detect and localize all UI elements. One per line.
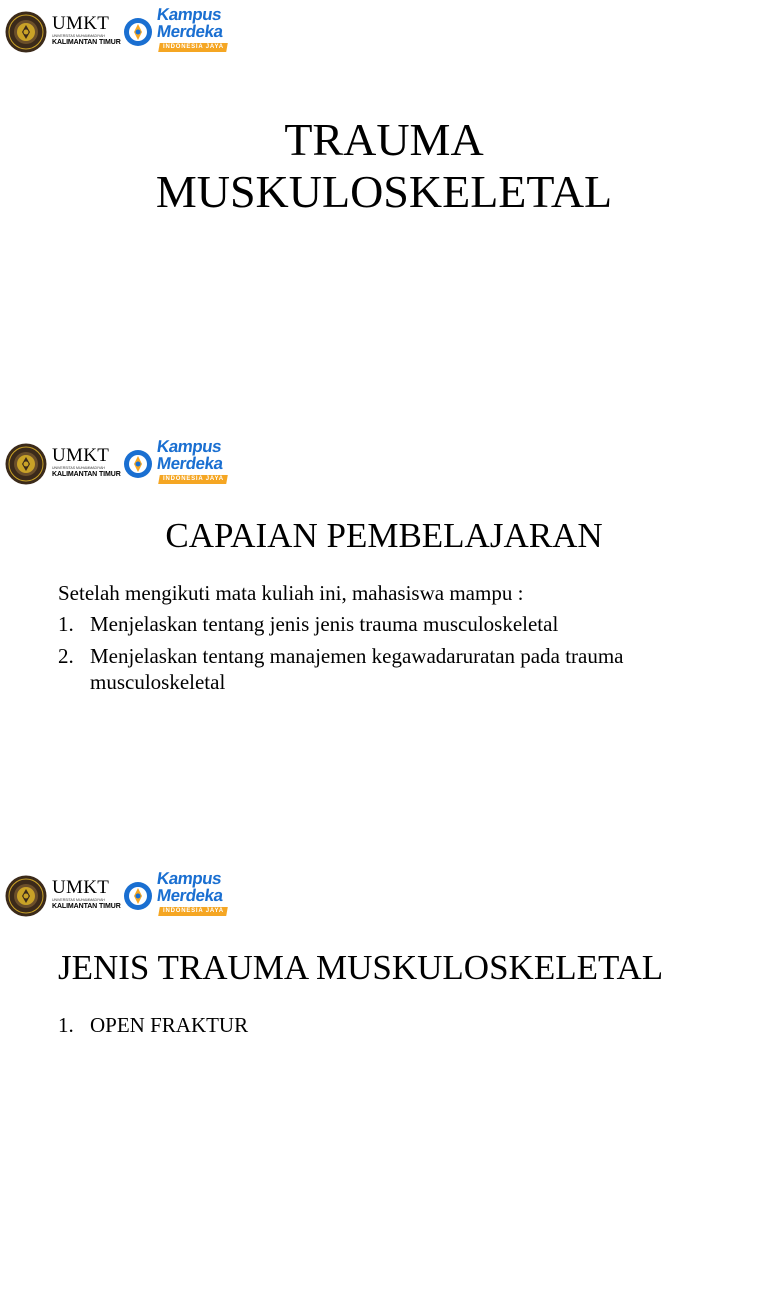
ribbon-text: INDONESIA JAYA [163,908,224,914]
list-item-text: OPEN FRAKTUR [90,1013,249,1037]
umkt-region: KALIMANTAN TIMUR [52,471,121,478]
slide-title-text [0,114,768,218]
title-line-1: TRAUMA [284,114,484,165]
umkt-region: KALIMANTAN TIMUR [52,39,121,46]
list-item [58,611,708,637]
title-line-2: MUSKULOSKELETAL [155,166,613,217]
slide-body [58,1012,248,1038]
umkt-name: UMKT [52,877,110,898]
list-number: 1. [58,612,74,636]
merdeka-text: Merdeka [155,454,224,473]
ribbon-text: INDONESIA JAYA [163,44,224,50]
umkt-name: UMKT [52,445,110,466]
umkt-seal-logo [5,875,47,917]
list-number: 1. [58,1013,74,1037]
umkt-subtitle: UNIVERSITAS MUHAMMADIYAH [52,898,105,902]
tut-wuri-handayani-icon [123,14,153,50]
slide-title [0,0,768,432]
list-number: 2. [58,644,74,668]
umkt-subtitle: UNIVERSITAS MUHAMMADIYAH [52,466,105,470]
intro-text: Setelah mengikuti mata kuliah ini, mahasiswa mampu : [58,581,524,605]
list-item-text: Menjelaskan tentang manajemen kegawadaruratan pada trauma musculoskeletal [90,644,624,694]
slide-body [58,580,708,701]
ribbon-text: INDONESIA JAYA [163,476,224,482]
kampus-text: Kampus [155,437,223,456]
slide-heading: JENIS TRAUMA MUSKULOSKELETAL [58,948,664,987]
list-item-text: Menjelaskan tentang jenis jenis trauma musculoskeletal [90,612,559,636]
merdeka-text: Merdeka [155,886,224,905]
kampus-text: Kampus [155,5,223,24]
list-item [58,643,708,695]
umkt-name: UMKT [52,13,110,34]
merdeka-text: Merdeka [155,22,224,41]
tut-wuri-handayani-icon [123,878,153,914]
logo-bar [5,438,245,490]
logo-bar [5,870,245,922]
umkt-subtitle: UNIVERSITAS MUHAMMADIYAH [52,34,105,38]
umkt-region: KALIMANTAN TIMUR [52,903,121,910]
logo-bar [5,6,245,58]
umkt-seal-logo [5,443,47,485]
tut-wuri-handayani-icon [123,446,153,482]
slide-trauma-types [0,864,768,1296]
outcomes-list [58,611,708,695]
slide-learning-outcomes [0,432,768,864]
slide-heading: CAPAIAN PEMBELAJARAN [165,516,603,555]
umkt-seal-logo [5,11,47,53]
kampus-text: Kampus [155,869,223,888]
